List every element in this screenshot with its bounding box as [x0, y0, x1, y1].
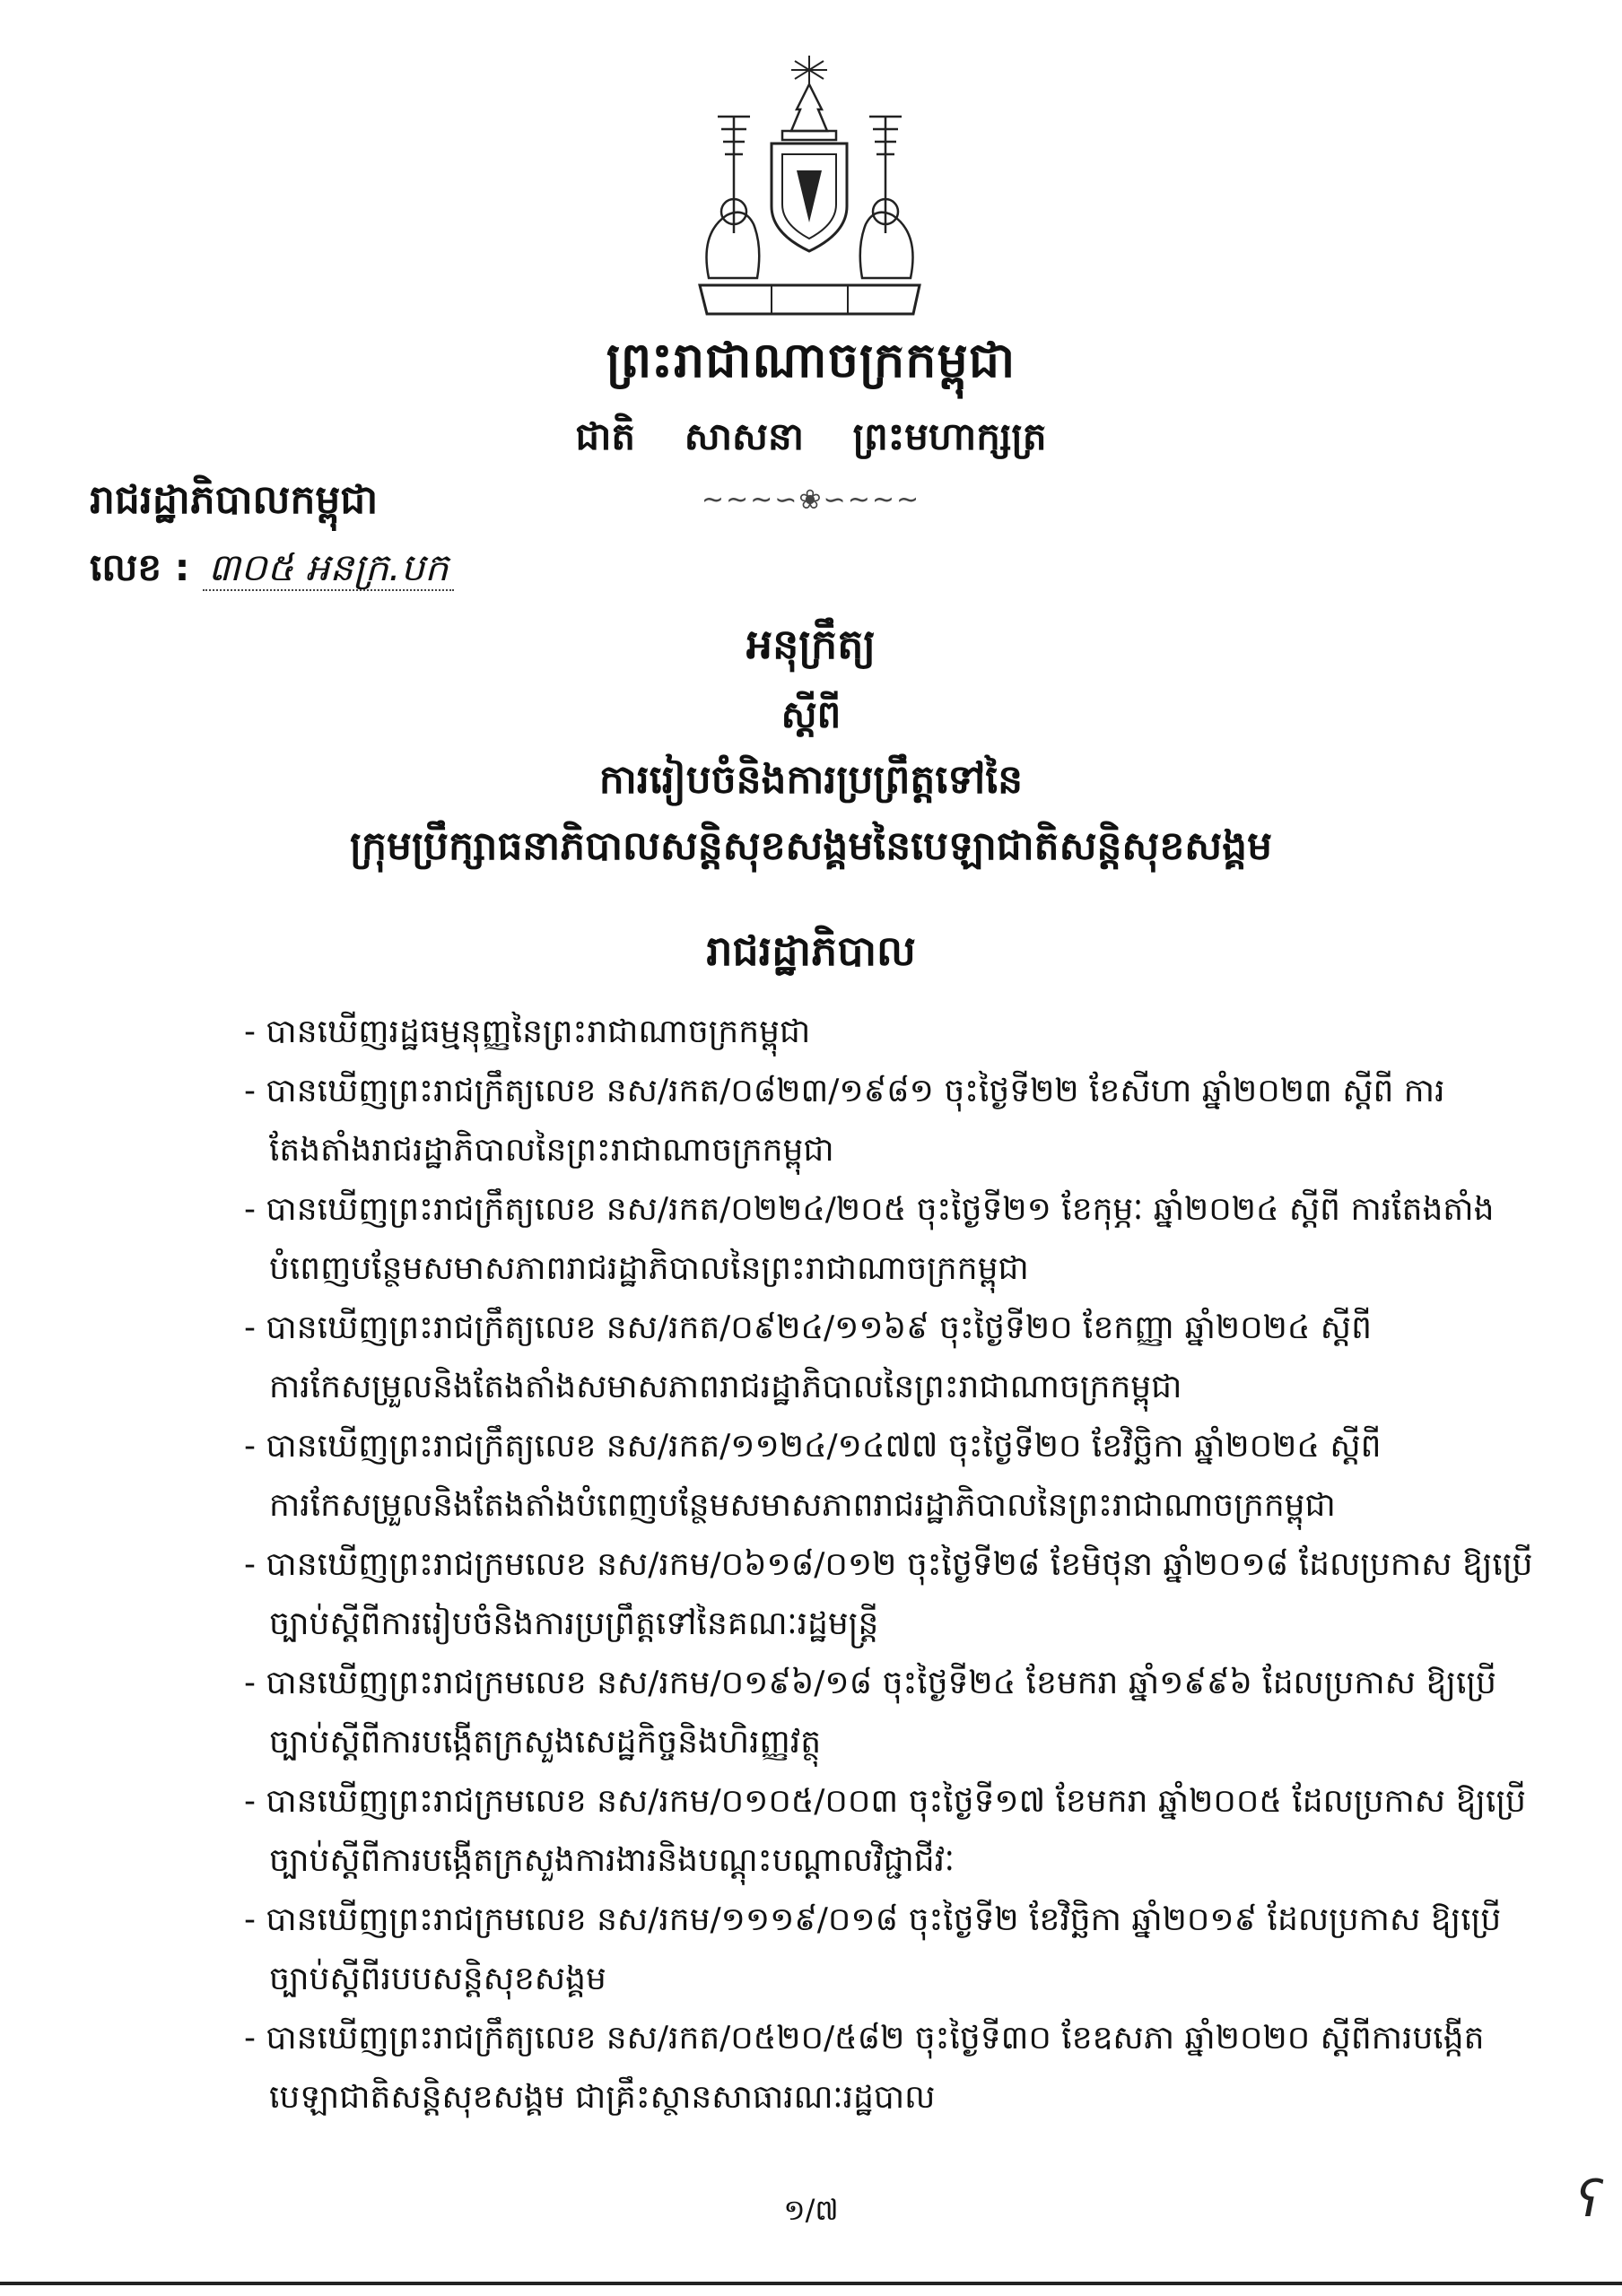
references-list	[244, 1003, 1536, 2127]
bottom-rule	[0, 2282, 1622, 2285]
country-name: ព្រះរាជាណាចក្រកម្ពុជា	[606, 332, 1016, 388]
document-number	[90, 544, 454, 599]
reference-item: - បានឃើញព្រះរាជក្រឹត្យលេខ នស/រកត/០៥២០/៥៨២ ចុះថ្ងៃទី៣០ ខែឧសភា ឆ្នាំ២០២០ ស្តីពីការបង្កើត បេឡាជាតិសន្តិសុខសង្គម ជាគ្រឹះស្ថានសាធារណៈរដ្ឋបាល	[244, 2020, 1485, 2116]
royal-coat-of-arms-icon	[682, 54, 937, 323]
reference-item: - បានឃើញព្រះរាជក្រឹត្យលេខ នស/រកត/០៩២៤/១១៦៩ ចុះថ្ងៃទី២០ ខែកញ្ញា ឆ្នាំ២០២៤ ស្តីពី ការកែសម្រួលនិងតែងតាំងសមាសភាពរាជរដ្ឋាភិបាលនៃព្រះរាជាណាចក្រកម្ពុជា	[244, 1309, 1372, 1405]
reference-item: - បានឃើញរដ្ឋធម្មនុញ្ញនៃព្រះរាជាណាចក្រកម្ពុជា	[244, 1013, 811, 1050]
government-heading: រាជរដ្ឋាភិបាល	[706, 926, 916, 975]
ornament-divider: ~~~∽❀∽~~~	[701, 484, 921, 516]
title-line-1: ការរៀបចំនិងការប្រព្រឹត្តទៅនៃ	[598, 757, 1024, 803]
handwritten-mark: ʕ	[1577, 2170, 1603, 2229]
document-number-value: ៣០៥ អនក្រ.បក	[203, 545, 454, 591]
reference-item: - បានឃើញព្រះរាជក្រមលេខ នស/រកម/០១៩៦/១៨ ចុះថ្ងៃទី២៤ ខែមករា ឆ្នាំ១៩៩៦ ដែលប្រកាស ឱ្យប្រើច្បាប់ស្តីពីការបង្កើតក្រសួងសេដ្ឋកិច្ចនិងហិរញ្ញវត្ថុ	[244, 1665, 1496, 1761]
reference-item: - បានឃើញព្រះរាជក្រមលេខ នស/រកម/០១០៥/០០៣ ចុះថ្ងៃទី១៧ ខែមករា ឆ្នាំ២០០៥ ដែលប្រកាស ឱ្យប្រើច្បាប់ស្តីពីការបង្កើតក្រសួងការងារនិងបណ្តុះបណ្តាលវិជ្ជាជីវៈ	[244, 1783, 1527, 1879]
reference-item: - បានឃើញព្រះរាជក្រឹត្យលេខ នស/រកត/០៨២៣/១៩៨១ ចុះថ្ងៃទី២២ ខែសីហា ឆ្នាំ២០២៣ ស្តីពី ការតែងតាំងរាជរដ្ឋាភិបាលនៃព្រះរាជាណាចក្រកម្ពុជា	[244, 1073, 1445, 1169]
document-type: អនុក្រឹត្យ	[746, 620, 876, 668]
reference-item: - បានឃើញព្រះរាជក្រមលេខ នស/រកម/១១១៩/០១៨ ចុះថ្ងៃទី២ ខែវិច្ឆិកា ឆ្នាំ២០១៩ ដែលប្រកាស ឱ្យប្រើច្បាប់ស្តីពីរបបសន្តិសុខសង្គម	[244, 1901, 1502, 1997]
about-label: ស្តីពី	[780, 692, 842, 736]
document-number-label: លេខ :	[90, 545, 190, 589]
reference-item: - បានឃើញព្រះរាជក្រឹត្យលេខ នស/រកត/១១២៤/១៤៧៧ ចុះថ្ងៃទី២០ ខែវិច្ឆិកា ឆ្នាំ២០២៤ ស្តីពី ការកែសម្រួលនិងតែងតាំងបំពេញបន្ថែមសមាសភាពរាជរដ្ឋាភិបាលនៃព្រះរាជាណាចក្រកម្ពុជា	[244, 1428, 1382, 1524]
reference-item: - បានឃើញព្រះរាជក្រឹត្យលេខ នស/រកត/០២២៤/២០៥ ចុះថ្ងៃទី២១ ខែកុម្ភៈ ឆ្នាំ២០២៤ ស្តីពី ការតែងតាំងបំពេញបន្ថែមសមាសភាពរាជរដ្ឋាភិបាលនៃព្រះរាជាណាចក្រកម្ពុជា	[244, 1191, 1495, 1287]
page-number: ១/៧	[783, 2193, 839, 2227]
title-line-2: ក្រុមប្រឹក្សាធនាភិបាលសន្តិសុខសង្គមនៃបេឡាជាតិសន្តិសុខសង្គម	[349, 823, 1273, 869]
reference-item: - បានឃើញព្រះរាជក្រមលេខ នស/រកម/០៦១៨/០១២ ចុះថ្ងៃទី២៨ ខែមិថុនា ឆ្នាំ២០១៨ ដែលប្រកាស ឱ្យប្រើច្បាប់ស្តីពីការរៀបចំនិងការប្រព្រឹត្តទៅនៃគណៈរដ្ឋមន្ត្រី	[244, 1546, 1533, 1642]
national-motto: ជាតិ សាសនា ព្រះមហាក្សត្រ	[575, 414, 1047, 458]
issuer-name: រាជរដ្ឋាភិបាលកម្ពុជា	[90, 477, 379, 523]
